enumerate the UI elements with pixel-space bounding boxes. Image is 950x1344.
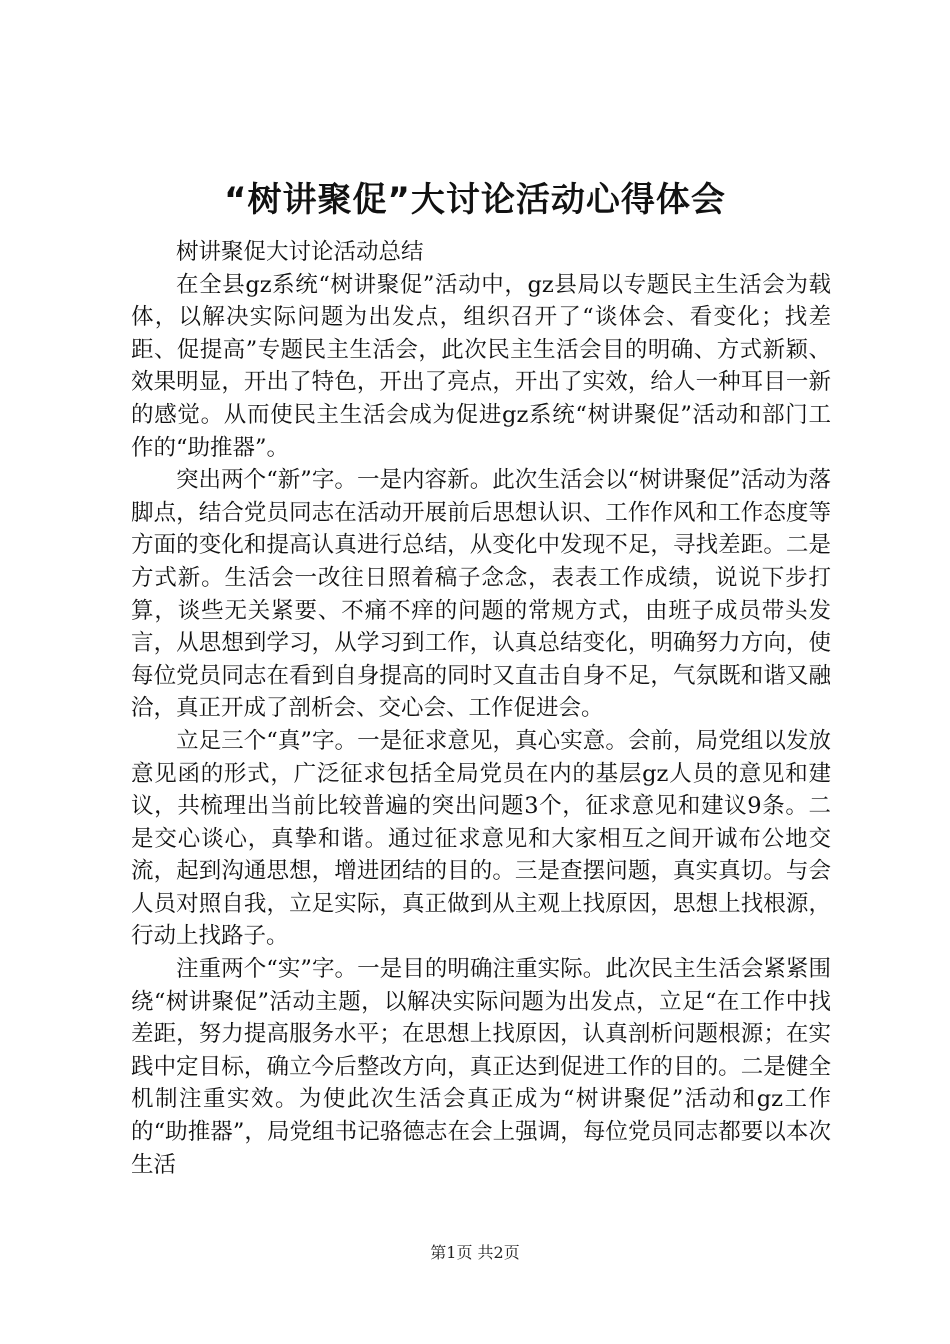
paragraph-two-real: 注重两个“实”字。一是目的明确注重实际。此次民主生活会紧紧围绕“树讲聚促”活动主题，以解决实际问题为出发点，立足“在工作中找差距，努力提高服务水平；在思想上找原因，认真剖析问题根源；在实践中定目标，确立今后整改方向，真正达到促进工作的目的。二是健全机制注重实效。为使此次生活会真正成为“树讲聚促”活动和gz工作的“助推器”，局党组书记骆德志在会上强调，每位党员同志都要以本次生活 (131, 956, 831, 1178)
paragraph-two-new: 突出两个“新”字。一是内容新。此次生活会以“树讲聚促”活动为落脚点，结合党员同志在活动开展前后思想认识、工作作风和工作态度等方面的变化和提高认真进行总结，从变化中发现不足，寻找差距。二是方式新。生活会一改往日照着稿子念念，表表工作成绩，说说下步打算，谈些无关紧要、不痛不痒的问题的常规方式，由班子成员带头发言，从思想到学习，从学习到工作，认真总结变化，明确努力方向，使每位党员同志在看到自身提高的同时又直击自身不足，气氛既和谐又融洽，真正开成了剖析会、交心会、工作促进会。 (131, 467, 831, 722)
document-body (131, 236, 831, 1181)
paragraph-subtitle: 树讲聚促大讨论活动总结 (176, 239, 424, 265)
document-title: “树讲聚促”大讨论活动心得体会 (224, 180, 726, 220)
paragraph-three-true: 立足三个“真”字。一是征求意见，真心实意。会前，局党组以发放意见函的形式，广泛征求包括全局党员在内的基层gz人员的意见和建议，共梳理出当前比较普遍的突出问题3个，征求意见和建议9条。二是交心谈心，真挚和谐。通过征求意见和大家相互之间开诚布公地交流，起到沟通思想，增进团结的目的。三是查摆问题，真实真切。与会人员对照自我，立足实际，真正做到从主观上找原因，思想上找根源，行动上找路子。 (131, 727, 831, 950)
page-number-footer: 第1页 共2页 (430, 1243, 520, 1262)
paragraph-intro: 在全县gz系统“树讲聚促”活动中，gz县局以专题民主生活会为载体，以解决实际问题为出发点，组织召开了“谈体会、看变化；找差距、促提高”专题民主生活会，此次民主生活会目的明确、方式新颖、效果明显，开出了特色，开出了亮点，开出了实效，给人一种耳目一新的感觉。从而使民主生活会成为促进gz系统“树讲聚促”活动和部门工作的“助推器”。 (131, 271, 831, 461)
